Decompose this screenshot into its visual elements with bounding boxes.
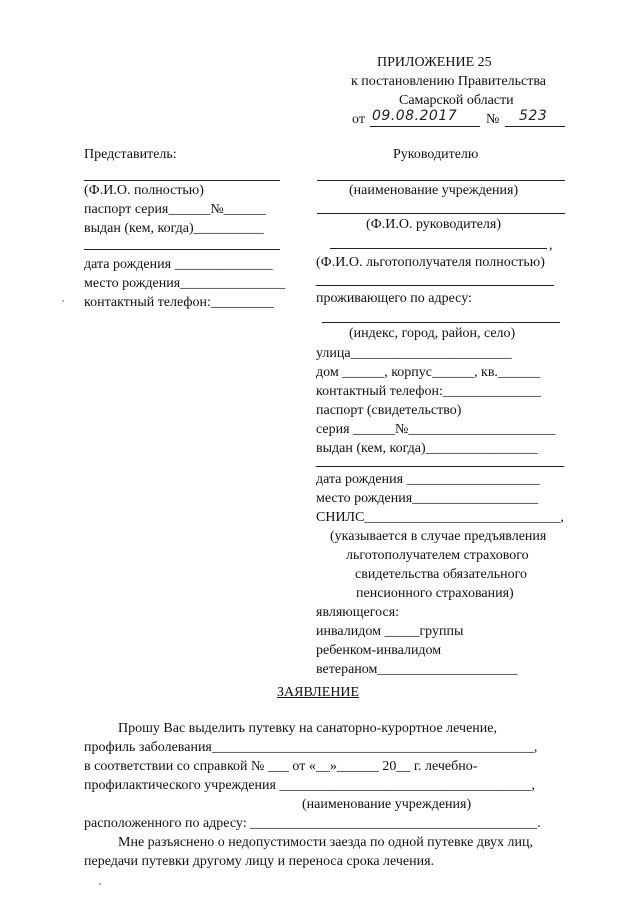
explained-line-1: Мне разъяснено о недопустимости заезда по одной путевке двух лиц, [118,835,534,850]
scan-speck [99,883,101,885]
date-handwritten: 09.08.2017 [372,108,458,124]
right-birth-date-field: дата рождения ___________________ [316,472,540,487]
contact-phone-field: контактный телефон:_________ [84,295,274,310]
issued-by-continuation-line [84,249,280,250]
date-underline [370,126,480,127]
disabled-group-field: инвалидом _____группы [316,624,464,639]
street-field: улица_______________________ [316,346,512,361]
scan-speck [62,300,64,302]
head-fio-hint: (Ф.И.О. руководителя) [366,217,501,232]
beneficiary-comma: , [549,238,553,253]
representative-name-line [84,180,280,181]
beneficiary-name-line [330,248,547,249]
birth-place-field: место рождения_______________ [84,276,286,291]
snils-note-line-2: льготополучателем страхового [346,548,529,563]
representative-label: Представитель: [84,147,177,162]
beneficiary-continuation-line [316,285,554,286]
located-field: расположенного по адресу: _________________________________________. [84,816,541,831]
address-hint: (индекс, город, район, село) [349,326,516,341]
to-decree-line: к постановлению Правительства [351,74,547,89]
appendix-title: ПРИЛОЖЕНИЕ 25 [377,55,492,70]
region-line: Самарской области [399,93,514,108]
number-sign: № [486,112,500,127]
address-line [322,322,560,323]
house-field: дом ______, корпус______, кв.______ [316,365,540,380]
to-head-label: Руководителю [393,147,479,162]
snils-note-line-4: пенсионного страхования) [356,586,514,601]
date-prefix: от [352,112,365,127]
veteran-field: ветераном____________________ [316,662,518,677]
passport-series-field: паспорт серия______№______ [84,202,266,217]
right-contact-phone-field: контактный телефон:______________ [316,384,541,399]
disabled-child-field: ребенком-инвалидом [316,643,442,658]
institution-name-hint: (наименование учреждения) [302,797,472,812]
residing-at-label: проживающего по адресу: [316,291,472,306]
series-field: серия ______№_____________________ [316,422,556,437]
fio-full-hint: (Ф.И.О. полностью) [84,183,204,198]
right-issued-by-field: выдан (кем, когда)________________ [316,441,538,456]
being-label: являющегося: [316,605,400,620]
issued-by-field: выдан (кем, когда)__________ [84,221,264,236]
profile-field: профиль заболевания______________________________________________, [84,740,538,755]
head-name-line [317,213,565,214]
statement-title: ЗАЯВЛЕНИЕ [277,685,360,700]
explained-line-2: передачи путевки другому лицу и переноса срока лечения. [84,854,435,869]
number-underline [505,126,565,127]
snils-note-line-3: свидетельства обязательного [355,567,528,582]
request-line: Прошу Вас выделить путевку на санаторно-курортное лечение, [118,721,497,736]
number-handwritten: 523 [519,108,548,124]
passport-cert-label: паспорт (свидетельство) [316,403,462,418]
right-birth-place-field: место рождения__________________ [316,491,539,506]
institution-hint: (наименование учреждения) [349,183,519,198]
birth-date-field: дата рождения ______________ [84,257,273,272]
snils-note-line-1: (указывается в случае предъявления [330,529,547,544]
according-line: в соответствии со справкой № ___ от «__»______ 20__ г. лечебно- [84,759,478,774]
prophylactic-field: профилактического учреждения ____________________________________, [84,778,535,793]
right-issued-continuation-line [316,466,564,467]
snils-field: СНИЛС____________________________, [316,510,564,525]
beneficiary-fio-hint: (Ф.И.О. льготополучателя полностью) [316,255,545,270]
institution-line [317,180,565,181]
